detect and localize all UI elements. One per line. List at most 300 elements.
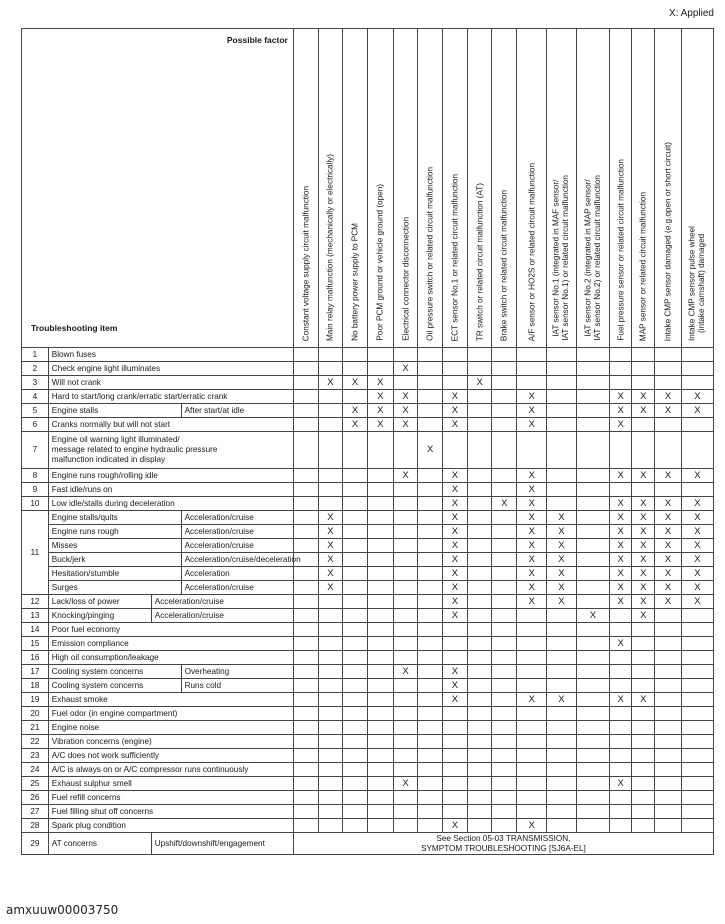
factor-cell <box>467 763 492 777</box>
factor-cell <box>418 539 443 553</box>
factor-cell <box>293 749 318 763</box>
factor-cell <box>343 679 368 693</box>
factor-cell <box>632 665 655 679</box>
applied-mark: X <box>609 567 632 581</box>
factor-cell <box>632 805 655 819</box>
applied-mark: X <box>443 665 468 679</box>
applied-mark: X <box>517 693 547 707</box>
factor-cell <box>467 390 492 404</box>
factor-cell <box>467 791 492 805</box>
table-row <box>22 418 714 432</box>
factor-cell <box>632 707 655 721</box>
factor-cell <box>632 819 655 833</box>
row-number: 8 <box>22 469 49 483</box>
factor-cell <box>293 609 318 623</box>
factor-cell <box>681 721 713 735</box>
factor-cell <box>343 567 368 581</box>
header-corner <box>22 29 294 348</box>
applied-mark: X <box>547 511 577 525</box>
factor-cell <box>343 362 368 376</box>
factor-cell <box>681 777 713 791</box>
factor-cell <box>343 469 368 483</box>
table-row <box>22 483 714 497</box>
factor-cell <box>547 432 577 469</box>
factor-cell <box>293 777 318 791</box>
factor-cell <box>393 581 418 595</box>
factor-cell <box>681 749 713 763</box>
applied-mark: X <box>547 553 577 567</box>
symptom-condition: Overheating <box>181 665 293 679</box>
applied-mark: X <box>547 581 577 595</box>
factor-header <box>318 29 343 348</box>
table-row <box>22 819 714 833</box>
factor-cell <box>293 404 318 418</box>
factor-cell <box>367 749 393 763</box>
applied-mark: X <box>609 497 632 511</box>
factor-cell <box>418 665 443 679</box>
factor-cell <box>576 390 609 404</box>
applied-mark: X <box>393 390 418 404</box>
applied-mark: X <box>632 567 655 581</box>
factor-cell <box>367 525 393 539</box>
factor-cell <box>655 749 682 763</box>
factor-label: Oil pressure switch or related circuit malfunction <box>425 167 435 341</box>
header-row <box>22 29 714 348</box>
factor-cell <box>517 362 547 376</box>
applied-mark: X <box>547 525 577 539</box>
symptom-item: Cooling system concerns <box>48 679 181 693</box>
symptom-item: Poor fuel economy <box>48 623 293 637</box>
factor-cell <box>293 539 318 553</box>
factor-cell <box>318 483 343 497</box>
factor-header <box>547 29 577 348</box>
factor-cell <box>576 623 609 637</box>
table-row <box>22 553 714 567</box>
applied-mark: X <box>632 595 655 609</box>
factor-cell <box>318 609 343 623</box>
table-row <box>22 749 714 763</box>
applied-mark: X <box>367 404 393 418</box>
factor-cell <box>492 348 517 362</box>
factor-cell <box>343 735 368 749</box>
factor-header <box>293 29 318 348</box>
factor-cell <box>367 469 393 483</box>
row-number: 24 <box>22 763 49 777</box>
applied-mark: X <box>632 511 655 525</box>
factor-cell <box>547 390 577 404</box>
applied-mark: X <box>655 595 682 609</box>
factor-cell <box>547 665 577 679</box>
factor-cell <box>517 749 547 763</box>
table-row <box>22 432 714 469</box>
applied-mark: X <box>517 581 547 595</box>
applied-mark: X <box>655 390 682 404</box>
symptom-item: Fuel refill concerns <box>48 791 293 805</box>
symptom-item: Cranks normally but will not start <box>48 418 293 432</box>
factor-cell <box>293 595 318 609</box>
factor-cell <box>681 819 713 833</box>
applied-mark: X <box>318 376 343 390</box>
table-row <box>22 805 714 819</box>
factor-cell <box>293 665 318 679</box>
row-number: 5 <box>22 404 49 418</box>
symptom-condition: Acceleration/cruise <box>151 609 293 623</box>
applied-mark: X <box>655 553 682 567</box>
applied-mark: X <box>517 511 547 525</box>
row-number: 7 <box>22 432 49 469</box>
factor-cell <box>293 483 318 497</box>
factor-cell <box>293 819 318 833</box>
factor-cell <box>547 679 577 693</box>
factor-cell <box>576 791 609 805</box>
troubleshooting-item-label: Troubleshooting item <box>31 322 118 333</box>
table-row <box>22 609 714 623</box>
factor-cell <box>467 567 492 581</box>
factor-cell <box>293 581 318 595</box>
factor-cell <box>632 721 655 735</box>
factor-cell <box>681 791 713 805</box>
factor-cell <box>609 805 632 819</box>
factor-cell <box>443 777 468 791</box>
factor-cell <box>367 763 393 777</box>
factor-cell <box>467 749 492 763</box>
applied-mark: X <box>609 525 632 539</box>
applied-mark: X <box>443 497 468 511</box>
applied-mark: X <box>632 553 655 567</box>
factor-cell <box>609 483 632 497</box>
factor-cell <box>547 735 577 749</box>
symptom-item: Misses <box>48 539 181 553</box>
factor-cell <box>492 376 517 390</box>
factor-label: A/F sensor or HO2S or related circuit malfunction <box>526 162 536 341</box>
factor-cell <box>393 791 418 805</box>
factor-cell <box>492 483 517 497</box>
factor-cell <box>393 749 418 763</box>
factor-cell <box>492 721 517 735</box>
factor-cell <box>632 777 655 791</box>
factor-cell <box>517 623 547 637</box>
applied-mark: X <box>609 539 632 553</box>
factor-cell <box>467 707 492 721</box>
factor-cell <box>681 376 713 390</box>
factor-cell <box>655 805 682 819</box>
factor-cell <box>632 749 655 763</box>
factor-cell <box>576 348 609 362</box>
factor-cell <box>681 735 713 749</box>
factor-cell <box>655 418 682 432</box>
applied-mark: X <box>681 539 713 553</box>
applied-mark: X <box>343 376 368 390</box>
factor-cell <box>492 679 517 693</box>
factor-label: TR switch or related circuit malfunction (AT) <box>474 182 484 341</box>
factor-cell <box>576 651 609 665</box>
factor-cell <box>655 623 682 637</box>
factor-cell <box>318 665 343 679</box>
factor-cell <box>547 749 577 763</box>
factor-cell <box>318 679 343 693</box>
factor-cell <box>443 707 468 721</box>
factor-cell <box>343 432 368 469</box>
factor-cell <box>443 735 468 749</box>
factor-cell <box>492 539 517 553</box>
factor-cell <box>609 791 632 805</box>
factor-cell <box>393 735 418 749</box>
applied-mark: X <box>443 819 468 833</box>
applied-mark: X <box>443 469 468 483</box>
factor-cell <box>293 791 318 805</box>
factor-cell <box>576 735 609 749</box>
factor-cell <box>367 637 393 651</box>
factor-cell <box>318 721 343 735</box>
factor-cell <box>492 418 517 432</box>
applied-mark: X <box>393 665 418 679</box>
factor-cell <box>492 791 517 805</box>
applied-mark: X <box>517 404 547 418</box>
factor-cell <box>443 348 468 362</box>
applied-mark: X <box>681 390 713 404</box>
row-number: 23 <box>22 749 49 763</box>
factor-cell <box>576 553 609 567</box>
factor-cell <box>492 749 517 763</box>
factor-cell <box>632 763 655 777</box>
applied-mark: X <box>367 376 393 390</box>
factor-cell <box>576 777 609 791</box>
applied-mark: X <box>632 609 655 623</box>
factor-cell <box>492 362 517 376</box>
applied-mark: X <box>547 595 577 609</box>
applied-mark: X <box>632 404 655 418</box>
symptom-item: High oil consumption/leakage <box>48 651 293 665</box>
factor-header <box>492 29 517 348</box>
applied-mark: X <box>443 553 468 567</box>
factor-cell <box>367 679 393 693</box>
table-row <box>22 777 714 791</box>
symptom-item: Emission compliance <box>48 637 293 651</box>
factor-cell <box>655 819 682 833</box>
factor-cell <box>517 609 547 623</box>
symptom-item: Exhaust sulphur smell <box>48 777 293 791</box>
factor-cell <box>655 679 682 693</box>
factor-cell <box>343 525 368 539</box>
applied-mark: X <box>443 581 468 595</box>
factor-cell <box>393 693 418 707</box>
row-number: 12 <box>22 595 49 609</box>
factor-cell <box>443 805 468 819</box>
factor-cell <box>318 469 343 483</box>
applied-mark: X <box>632 581 655 595</box>
applied-mark: X <box>443 693 468 707</box>
factor-cell <box>367 721 393 735</box>
factor-cell <box>492 763 517 777</box>
row-number: 9 <box>22 483 49 497</box>
factor-label: Intake CMP sensor pulse wheel (intake camshaft) damaged <box>688 226 707 341</box>
factor-cell <box>492 581 517 595</box>
table-body <box>22 348 714 855</box>
factor-cell <box>393 511 418 525</box>
factor-cell <box>367 791 393 805</box>
factor-cell <box>293 637 318 651</box>
factor-cell <box>632 418 655 432</box>
applied-mark: X <box>443 390 468 404</box>
symptom-item: Fast idle/runs on <box>48 483 293 497</box>
factor-cell <box>492 735 517 749</box>
factor-header <box>576 29 609 348</box>
factor-cell <box>655 777 682 791</box>
factor-cell <box>293 418 318 432</box>
factor-cell <box>547 376 577 390</box>
table-row <box>22 525 714 539</box>
factor-cell <box>655 735 682 749</box>
factor-cell <box>343 651 368 665</box>
factor-cell <box>343 497 368 511</box>
row-number: 10 <box>22 497 49 511</box>
factor-cell <box>418 651 443 665</box>
factor-label: Intake CMP sensor damaged (e.g.open or short circuit) <box>663 141 673 341</box>
symptom-item: Lack/loss of power <box>48 595 151 609</box>
factor-cell <box>393 525 418 539</box>
factor-cell <box>293 707 318 721</box>
factor-cell <box>318 749 343 763</box>
factor-cell <box>609 376 632 390</box>
table-row <box>22 376 714 390</box>
factor-cell <box>492 469 517 483</box>
factor-cell <box>393 623 418 637</box>
applied-mark: X <box>517 819 547 833</box>
factor-cell <box>576 805 609 819</box>
factor-cell <box>293 693 318 707</box>
factor-cell <box>547 637 577 651</box>
factor-cell <box>367 777 393 791</box>
factor-cell <box>547 651 577 665</box>
factor-cell <box>393 609 418 623</box>
symptom-condition: Acceleration/cruise <box>181 511 293 525</box>
factor-cell <box>318 404 343 418</box>
applied-mark: X <box>443 418 468 432</box>
factor-cell <box>655 609 682 623</box>
table-row <box>22 539 714 553</box>
factor-cell <box>576 432 609 469</box>
factor-cell <box>393 432 418 469</box>
factor-cell <box>343 707 368 721</box>
factor-cell <box>576 679 609 693</box>
applied-mark: X <box>655 469 682 483</box>
factor-cell <box>681 483 713 497</box>
factor-cell <box>576 665 609 679</box>
factor-cell <box>547 362 577 376</box>
factor-cell <box>367 553 393 567</box>
factor-label: Constant voltage supply circuit malfunction <box>300 185 310 341</box>
applied-mark: X <box>547 567 577 581</box>
table-row <box>22 693 714 707</box>
applied-mark: X <box>609 693 632 707</box>
applied-mark: X <box>681 497 713 511</box>
factor-cell <box>418 497 443 511</box>
factor-cell <box>547 469 577 483</box>
factor-cell <box>293 763 318 777</box>
factor-cell <box>576 469 609 483</box>
factor-cell <box>492 623 517 637</box>
applied-mark: X <box>609 777 632 791</box>
applied-mark: X <box>318 567 343 581</box>
factor-cell <box>293 469 318 483</box>
applied-mark: X <box>547 693 577 707</box>
row-number: 19 <box>22 693 49 707</box>
factor-cell <box>492 609 517 623</box>
symptom-condition: Acceleration/cruise <box>181 539 293 553</box>
factor-cell <box>367 805 393 819</box>
factor-cell <box>467 539 492 553</box>
factor-cell <box>492 693 517 707</box>
factor-cell <box>467 348 492 362</box>
factor-cell <box>632 483 655 497</box>
row-number: 16 <box>22 651 49 665</box>
factor-cell <box>632 348 655 362</box>
factor-cell <box>517 721 547 735</box>
applied-mark: X <box>681 553 713 567</box>
factor-cell <box>393 819 418 833</box>
factor-header <box>467 29 492 348</box>
factor-cell <box>418 511 443 525</box>
factor-cell <box>343 777 368 791</box>
factor-cell <box>393 805 418 819</box>
factor-cell <box>418 567 443 581</box>
applied-mark: X <box>681 525 713 539</box>
factor-cell <box>443 651 468 665</box>
factor-cell <box>655 651 682 665</box>
factor-cell <box>576 819 609 833</box>
possible-factor-label: Possible factor <box>226 35 288 45</box>
applied-mark: X <box>343 418 368 432</box>
row-number: 21 <box>22 721 49 735</box>
applied-mark: X <box>681 404 713 418</box>
factor-label: ECT sensor No.1 or related circuit malfunction <box>450 173 460 341</box>
factor-cell <box>293 511 318 525</box>
factor-cell <box>547 763 577 777</box>
factor-cell <box>343 819 368 833</box>
symptom-item: Engine oil warning light illuminated/ message related to engine hydraulic pressure malfunction indicated in display <box>48 432 293 469</box>
applied-mark: X <box>443 567 468 581</box>
factor-cell <box>576 595 609 609</box>
applied-mark: X <box>681 595 713 609</box>
factor-cell <box>343 595 368 609</box>
factor-cell <box>547 609 577 623</box>
row-number: 14 <box>22 623 49 637</box>
factor-cell <box>576 511 609 525</box>
table-row <box>22 735 714 749</box>
factor-cell <box>343 539 368 553</box>
factor-cell <box>576 418 609 432</box>
applied-mark: X <box>443 511 468 525</box>
factor-cell <box>547 805 577 819</box>
applied-mark: X <box>655 404 682 418</box>
table-row <box>22 469 714 483</box>
table-row <box>22 348 714 362</box>
factor-cell <box>318 497 343 511</box>
factor-cell <box>293 721 318 735</box>
symptom-condition: Acceleration/cruise <box>181 581 293 595</box>
factor-cell <box>609 665 632 679</box>
factor-cell <box>443 362 468 376</box>
factor-cell <box>517 637 547 651</box>
factor-cell <box>443 637 468 651</box>
symptom-item: Blown fuses <box>48 348 293 362</box>
factor-cell <box>681 707 713 721</box>
factor-cell <box>293 651 318 665</box>
applied-mark: X <box>655 567 682 581</box>
applied-mark: X <box>609 581 632 595</box>
applied-mark: X <box>443 539 468 553</box>
factor-cell <box>681 805 713 819</box>
